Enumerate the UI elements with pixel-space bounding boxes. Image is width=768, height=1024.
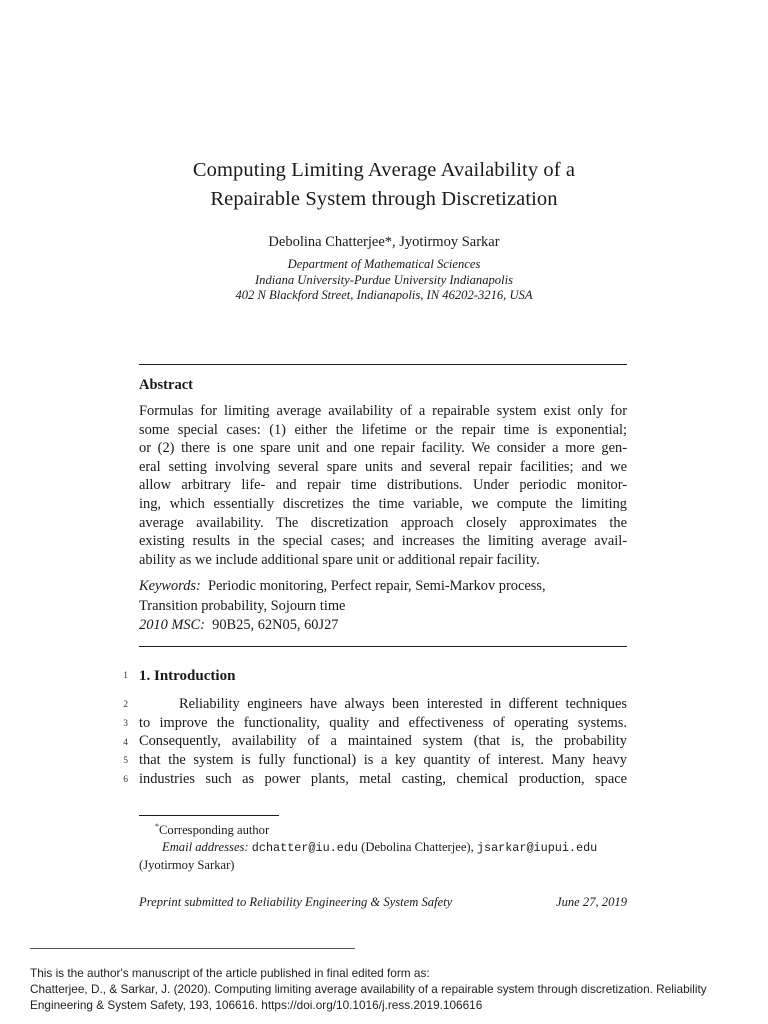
abstract-line: Formulas for limiting average availability of a repairable system exist only for — [139, 403, 627, 419]
line-number: 6 — [123, 775, 128, 785]
body-line: industries such as power plants, metal casting, chemical production, space — [139, 770, 627, 787]
msc-label: 2010 MSC: — [139, 617, 205, 633]
footnote — [139, 818, 627, 874]
body-line: to improve the functionality, quality and effectiveness of operating systems. — [139, 714, 627, 731]
footnote-corresponding: Corresponding author — [159, 823, 270, 838]
paper-title-line2: Repairable System through Discretization — [210, 188, 558, 210]
email-label: Email addresses: — [162, 840, 249, 855]
affiliation-line: 402 N Blackford Street, Indianapolis, IN 46202-3216, USA — [235, 288, 533, 302]
preprint-date: June 27, 2019 — [556, 895, 627, 909]
msc-value: 90B25, 62N05, 60J27 — [212, 617, 339, 633]
footnote-rule — [139, 815, 279, 816]
line-number: 3 — [123, 719, 128, 729]
abstract-line: ability as we include additional spare unit or additional repair facility. — [139, 551, 540, 568]
line-number: 4 — [123, 738, 128, 748]
body-line: Consequently, availability of a maintained system (that is, the probability — [139, 733, 627, 750]
email-link-1[interactable]: dchatter@iu.edu — [251, 841, 358, 856]
abstract-body — [139, 402, 627, 569]
email-name-1: (Debolina Chatterjee), — [361, 840, 474, 855]
manuscript-note — [30, 965, 740, 1014]
affiliation — [0, 257, 768, 304]
email-link-2[interactable]: jsarkar@iupui.edu — [476, 841, 598, 856]
manuscript-line: Chatterjee, D., & Sarkar, J. (2020). Computing limiting average availability of a repairable system through discretization. Reliability — [30, 982, 707, 997]
paper-title-line1: Computing Limiting Average Availability of a — [192, 159, 576, 181]
line-number: 1 — [123, 671, 128, 681]
abstract-line: average availability. The discretization approach closely approximates the — [139, 514, 627, 531]
affiliation-line: Indiana University-Purdue University Indianapolis — [254, 272, 513, 287]
body-line: Reliability engineers have always been interested in different techniques — [179, 696, 627, 712]
manuscript-doi-line[interactable]: Engineering & System Safety, 193, 106616. https://doi.org/10.1016/j.ress.2019.106616 — [30, 998, 483, 1013]
preprint-footer — [139, 894, 627, 910]
section-heading: 1. Introduction — [139, 668, 236, 684]
abstract-bottom-rule — [139, 646, 627, 647]
abstract-line: ing, which essentially discretizes the time variable, we compute the limiting — [139, 495, 627, 512]
abstract-line: eral setting involving several spare units and several repair facilities; and we — [139, 458, 627, 475]
manuscript-line: This is the author's manuscript of the article published in final edited form as: — [30, 966, 430, 980]
abstract-line: allow arbitrary life- and repair time distributions. Under periodic monitor- — [139, 477, 627, 494]
keywords-line2: Transition probability, Sojourn time — [139, 597, 346, 614]
manuscript-rule — [30, 948, 355, 949]
paper-title — [0, 156, 768, 214]
line-number: 2 — [123, 700, 128, 710]
abstract-line: some special cases: (1) either the lifetime or the repair time is exponential; — [139, 421, 627, 438]
keywords-label: Keywords: — [139, 578, 201, 594]
preprint-journal: Preprint submitted to Reliability Engineering & System Safety — [139, 895, 453, 909]
affiliation-line: Department of Mathematical Sciences — [287, 257, 481, 271]
abstract-top-rule — [139, 364, 627, 365]
abstract-line: existing results in the special cases; and increases the limiting average avail- — [139, 533, 627, 550]
abstract-line: or (2) there is one spare unit and one repair facility. We consider a more gen- — [139, 440, 627, 457]
keywords-block — [139, 577, 627, 636]
paper-authors: Debolina Chatterjee*, Jyotirmoy Sarkar — [268, 234, 500, 250]
body-line: that the system is fully functional) is a key quantity of interest. Many heavy — [139, 752, 627, 769]
abstract-heading: Abstract — [139, 377, 193, 393]
email-name-2: (Jyotirmoy Sarkar) — [139, 858, 235, 873]
keywords-line1: Periodic monitoring, Perfect repair, Semi-Markov process, — [208, 578, 546, 594]
footnote-mark: * — [155, 822, 159, 831]
line-number: 5 — [123, 756, 128, 766]
intro-body — [139, 695, 627, 789]
